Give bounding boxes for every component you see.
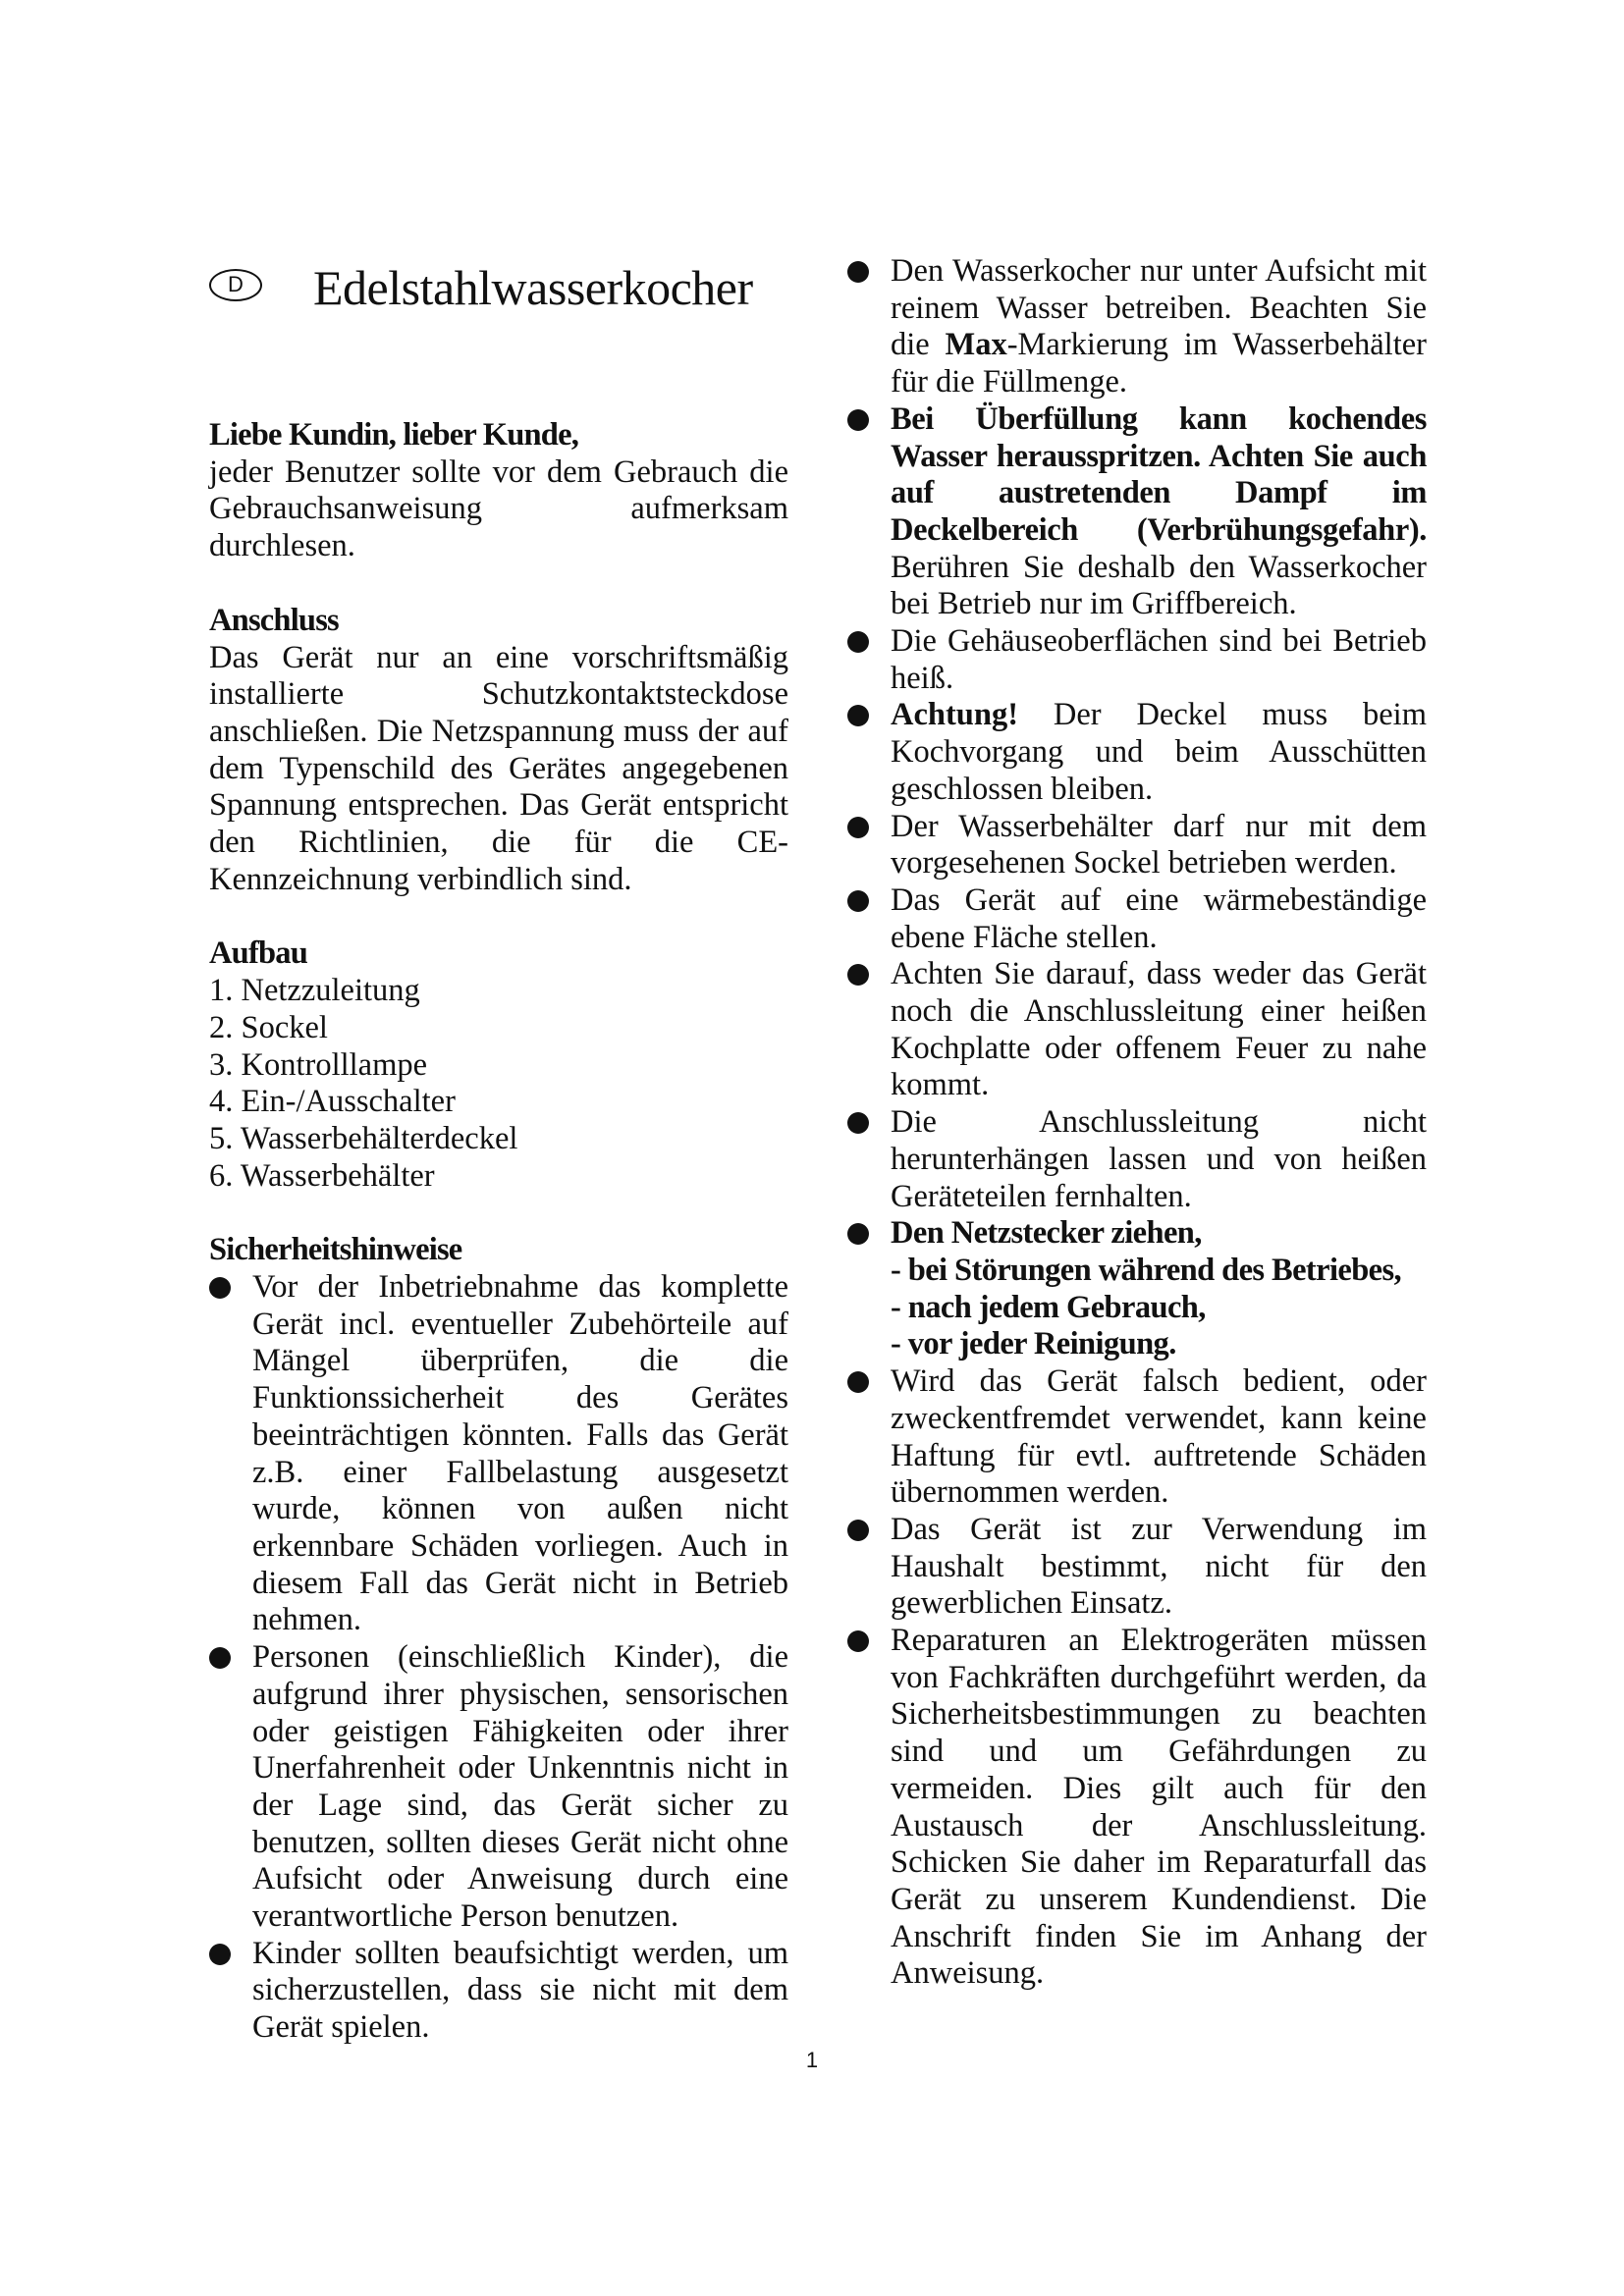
bullet-icon [209,1647,231,1669]
list-item [847,623,1427,697]
aufbau-heading: Aufbau [209,935,307,972]
safety-list-left [209,1269,788,2047]
list-item [209,1269,788,1639]
page-number: 1 [805,2048,819,2072]
unplug-condition: - bei Störungen während des Betriebes, [891,1252,1402,1288]
list-item: 3. Kontrolllampe [209,1046,428,1083]
bullet-icon [847,817,869,838]
bullet-text: Die Anschlussleitung nicht herunterhängen lassen und von heißen Geräteteilen fernhalten. [891,1104,1427,1214]
bullet-icon [847,705,869,726]
list-item [847,882,1427,956]
list-item [847,1623,1427,1993]
list-item [209,1936,788,2047]
unplug-condition: - vor jeder Reinigung. [891,1326,1176,1362]
safety-list-right [847,253,1427,1993]
bullet-text: Der Wasserbehälter darf nur mit dem vorgesehenen Sockel betrieben werden. [891,808,1427,881]
bullet-text: Berühren Sie deshalb den Wasserkocher bei Betrieb nur im Griffbereich. [891,549,1427,622]
bullet-icon [847,1371,869,1393]
bullet-icon [847,1630,869,1652]
list-item: 5. Wasserbehälterdeckel [209,1120,518,1156]
bullet-icon [847,1520,869,1541]
left-column [209,253,788,2047]
bullet-icon [847,631,869,653]
language-badge: D [209,269,262,301]
intro-heading: Liebe Kundin, lieber Kunde, [209,417,579,453]
bullet-icon [847,409,869,431]
bullet-text: Reparaturen an Elektrogeräten müssen von Fachkräften durchgeführt werden, da Sicherheitsbestimmungen zu beachten sind und um Gefährdungen zu vermeiden. Dies gilt auch für den Austausch der Anschlussleitung. Schicken Sie daher im Reparaturfall das Gerät zu unserem Kundendienst. Die Anschrift finden Sie im Anhang der Anweisung. [891,1623,1427,1992]
bullet-text: Wird das Gerät falsch bedient, oder zweckentfremdet verwendet, kann keine Haftung für evtl. auftretende Schäden übernommen werden. [891,1363,1427,1511]
bullet-icon [847,1112,869,1134]
list-item [847,809,1427,882]
list-item: 2. Sockel [209,1009,328,1045]
list-item [847,697,1427,808]
bullet-icon [847,1223,869,1245]
list-item [847,401,1427,623]
anschluss-text: Das Gerät nur an eine vorschriftsmäßig installierte Schutzkontaktsteckdose anschließen. Die Netzspannung muss der auf dem Typenschild des Gerätes angegebenen Spannung entsprechen. Das Gerät entspricht den Richtlinien, die für die CE-Kennzeichnung verbindlich sind. [209,639,788,897]
bullet-text: Den Wasserkocher nur unter Aufsicht mit reinem Wasser betreiben. Beachten Sie die [891,253,1427,363]
bullet-text: Das Gerät auf eine wärmebeständige ebene Fläche stellen. [891,881,1427,955]
bullet-text: Kinder sollten beaufsichtigt werden, um sicherzustellen, dass sie nicht mit dem Gerät spielen. [252,1935,788,2046]
bullet-icon [847,890,869,912]
anschluss-heading: Anschluss [209,602,339,638]
list-item [209,1639,788,1936]
bullet-text: Die Gehäuseoberflächen sind bei Betrieb heiß. [891,623,1427,696]
bullet-icon [847,261,869,283]
safety-heading: Sicherheitshinweise [209,1232,462,1268]
list-item: 1. Netzzuleitung [209,973,420,1009]
bullet-text: Das Gerät ist zur Verwendung im Haushalt bestimmt, nicht für den gewerblichen Einsatz. [891,1511,1427,1622]
list-item [847,1363,1427,1512]
attention-text: Achtung! [891,697,1019,733]
document-title: Edelstahlwasserkocher [313,260,753,315]
bullet-text: Personen (einschließlich Kinder), die aufgrund ihrer physischen, sensorischen oder geistigen Fähigkeiten oder ihrer Unerfahrenheit oder Unkenntnis nicht in der Lage sind, das Gerät sicher zu benutzen, sollten dieses Gerät nicht ohne Aufsicht oder Anweisung durch eine verantwortliche Person benutzen. [252,1639,788,1935]
right-column [847,253,1427,1993]
warning-text: Bei Überfüllung kann kochendes Wasser herausspritzen. Achten Sie auch auf austretenden Dampf im Deckelbereich (Verbrühungsgefahr). [891,400,1427,548]
bullet-icon [209,1277,231,1299]
bullet-text: Vor der Inbetriebnahme das komplette Gerät incl. eventueller Zubehörteile auf Mängel überprüfen, die die Funktionssicherheit des Gerätes beeinträchtigen könnten. Falls das Gerät z.B. einer Fallbelastung ausgesetzt wurde, können von außen nicht erkennbare Schäden vorliegen. Auch in diesem Fall das Gerät nicht in Betrieb nehmen. [252,1269,788,1638]
aufbau-list [209,973,788,1195]
list-item [847,253,1427,401]
list-item [847,1215,1427,1363]
list-item [847,956,1427,1104]
intro-text: jeder Benutzer sollte vor dem Gebrauch die Gebrauchsanweisung aufmerksam durchlesen. [209,454,788,564]
bullet-text: -Markierung im Wasserbehälter für die Füllmenge. [891,327,1427,400]
unplug-heading: Den Netzstecker ziehen, [891,1215,1202,1252]
max-marker-text: Max [945,327,1007,363]
bullet-text: Achten Sie darauf, dass weder das Gerät noch die Anschlussleitung einer heißen Kochplatte oder offenem Feuer zu nahe kommt. [891,956,1427,1103]
unplug-condition: - nach jedem Gebrauch, [891,1289,1206,1325]
bullet-icon [847,964,869,986]
bullet-icon [209,1944,231,1965]
list-item [847,1512,1427,1623]
list-item [847,1104,1427,1215]
list-item: 6. Wasserbehälter [209,1157,435,1194]
bullet-text: Der Deckel muss beim Kochvorgang und beim Ausschütten geschlossen bleiben. [891,697,1427,807]
list-item: 4. Ein-/Ausschalter [209,1084,456,1120]
